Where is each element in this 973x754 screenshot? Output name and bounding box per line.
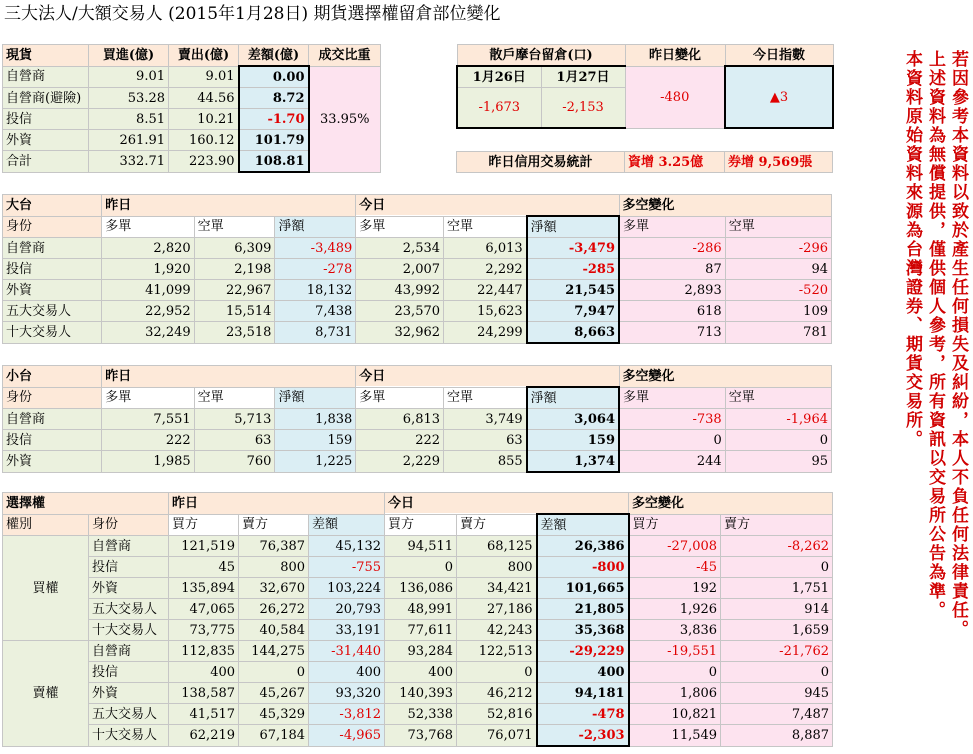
col-header: 多單 (619, 387, 725, 409)
mini-change: 多空變化 (619, 366, 831, 388)
retail-value-2: -2,153 (541, 88, 625, 129)
row-value: 121,519 (169, 536, 239, 557)
credit-short: 券增 9,569張 (725, 152, 833, 173)
row-identity: 十大交易人 (89, 620, 169, 641)
taifex-table (2, 194, 832, 344)
row-value: 7,551 (102, 409, 194, 430)
row-value: -478 (537, 704, 629, 725)
row-value: 6,309 (194, 238, 275, 259)
row-value: 0 (619, 430, 725, 451)
credit-table (456, 151, 833, 173)
options-name: 選擇權 (3, 493, 169, 515)
row-value: 800 (457, 557, 537, 578)
row-value: 32,670 (239, 578, 309, 599)
row-value: 914 (721, 599, 833, 620)
row-identity: 外資 (3, 451, 102, 473)
col-header: 空單 (444, 387, 527, 409)
row-value: 3,064 (527, 409, 619, 430)
row-value: 52,338 (385, 704, 457, 725)
row-value: 192 (629, 578, 721, 599)
row-value: 0 (385, 557, 457, 578)
col-header: 淨額 (275, 387, 356, 409)
row-value: 3,836 (629, 620, 721, 641)
col-header: 淨額 (527, 387, 619, 409)
spot-table (2, 44, 381, 173)
col-header: 空單 (725, 216, 831, 238)
row-value: -738 (619, 409, 725, 430)
col-header: 買方 (169, 514, 239, 536)
row-value: -19,551 (629, 641, 721, 662)
row-value: 0 (629, 662, 721, 683)
spot-row-diff: 0.00 (239, 66, 309, 88)
retail-index-header: 今日指數 (725, 45, 833, 67)
row-value: 45 (169, 557, 239, 578)
col-header: 多單 (356, 216, 444, 238)
row-identity: 自營商 (89, 641, 169, 662)
spot-row-sell: 10.21 (169, 109, 239, 130)
col-header: 多單 (356, 387, 444, 409)
row-value: -755 (309, 557, 385, 578)
table-row (3, 66, 381, 88)
row-value: 400 (385, 662, 457, 683)
col-header: 賣方 (239, 514, 309, 536)
taifex-yesterday: 昨日 (102, 195, 356, 217)
table-row (3, 725, 833, 747)
row-value: 2,229 (356, 451, 444, 473)
row-value: -296 (725, 238, 831, 259)
disclaimer-col-3: 本資料原始資料來源為台灣證券、期貨交易所。 (902, 50, 922, 449)
table-row (3, 662, 833, 683)
row-value: 6,013 (444, 238, 527, 259)
row-value: -2,303 (537, 725, 629, 747)
row-value: 101,665 (537, 578, 629, 599)
row-value: 135,894 (169, 578, 239, 599)
row-value: 22,952 (102, 301, 194, 322)
spot-ratio: 33.95% (309, 66, 381, 172)
row-value: 34,421 (457, 578, 537, 599)
row-value: 0 (457, 662, 537, 683)
row-value: 15,514 (194, 301, 275, 322)
row-value: 20,793 (309, 599, 385, 620)
row-value: 1,374 (527, 451, 619, 473)
table-row (3, 280, 832, 301)
col-header: 身份 (3, 387, 102, 409)
row-value: 93,320 (309, 683, 385, 704)
table-row (3, 259, 832, 280)
row-identity: 十大交易人 (3, 322, 102, 344)
row-value: 27,186 (457, 599, 537, 620)
row-value: 855 (444, 451, 527, 473)
row-value: -800 (537, 557, 629, 578)
spot-row-name: 外資 (3, 130, 89, 151)
table-row (3, 578, 833, 599)
row-value: 23,570 (356, 301, 444, 322)
spot-row-buy: 261.91 (89, 130, 169, 151)
row-value: 73,775 (169, 620, 239, 641)
row-value: 1,838 (275, 409, 356, 430)
col-header: 身份 (89, 514, 169, 536)
row-value: 140,393 (385, 683, 457, 704)
row-value: 400 (309, 662, 385, 683)
row-value: 7,487 (721, 704, 833, 725)
index-change: ▲3 (725, 66, 833, 128)
row-value: 10,821 (629, 704, 721, 725)
row-value: 6,813 (356, 409, 444, 430)
table-row (3, 322, 832, 344)
row-value: 68,125 (457, 536, 537, 557)
row-value: 138,587 (169, 683, 239, 704)
row-identity: 五大交易人 (89, 599, 169, 620)
row-value: -278 (275, 259, 356, 280)
col-header: 權別 (3, 514, 89, 536)
taifex-change: 多空變化 (619, 195, 831, 217)
row-value: 76,071 (457, 725, 537, 747)
spot-row-name: 自營商(避險) (3, 88, 89, 109)
disclaimer-col-1: 若因參考本資料以致於產生任何損失及糾紛，本人不負任何法律責任。 (948, 50, 968, 639)
row-identity: 投信 (89, 557, 169, 578)
options-change: 多空變化 (629, 493, 833, 515)
col-header: 身份 (3, 216, 102, 238)
col-header: 賣方 (457, 514, 537, 536)
spot-row-buy: 8.51 (89, 109, 169, 130)
spot-row-buy: 332.71 (89, 151, 169, 173)
retail-header: 散戶摩台留倉(口) (457, 45, 625, 67)
spot-row-diff: 101.79 (239, 130, 309, 151)
table-row (3, 536, 833, 557)
table-row (3, 620, 833, 641)
row-value: 0 (725, 430, 831, 451)
spot-row-sell: 9.01 (169, 66, 239, 88)
row-value: 32,962 (356, 322, 444, 344)
options-today: 今日 (385, 493, 629, 515)
row-value: 2,534 (356, 238, 444, 259)
row-value: 21,805 (537, 599, 629, 620)
spot-header-sell: 賣出(億) (169, 45, 239, 67)
spot-header-ratio: 成交比重 (309, 45, 381, 67)
put-label: 賣權 (3, 641, 89, 747)
row-value: 7,438 (275, 301, 356, 322)
row-value: 77,611 (385, 620, 457, 641)
spot-header-buy: 買進(億) (89, 45, 169, 67)
row-value: 122,513 (457, 641, 537, 662)
row-value: 0 (721, 662, 833, 683)
row-value: 40,584 (239, 620, 309, 641)
row-value: 23,518 (194, 322, 275, 344)
spot-row-sell: 44.56 (169, 88, 239, 109)
spot-row-sell: 223.90 (169, 151, 239, 173)
row-value: -27,008 (629, 536, 721, 557)
row-value: 159 (527, 430, 619, 451)
row-value: 11,549 (629, 725, 721, 747)
spot-row-buy: 9.01 (89, 66, 169, 88)
spot-row-name: 投信 (3, 109, 89, 130)
row-value: 46,212 (457, 683, 537, 704)
row-value: 22,967 (194, 280, 275, 301)
row-value: 1,985 (102, 451, 194, 473)
row-value: 76,387 (239, 536, 309, 557)
col-header: 買方 (385, 514, 457, 536)
table-row (3, 451, 832, 473)
row-identity: 自營商 (89, 536, 169, 557)
row-value: 45,132 (309, 536, 385, 557)
col-header: 多單 (102, 216, 194, 238)
mini-table (2, 365, 832, 473)
row-value: -4,965 (309, 725, 385, 747)
row-value: 2,292 (444, 259, 527, 280)
row-value: 1,926 (629, 599, 721, 620)
row-value: 35,368 (537, 620, 629, 641)
row-value: 48,991 (385, 599, 457, 620)
col-header: 淨額 (527, 216, 619, 238)
table-row (3, 704, 833, 725)
spot-row-diff: 108.81 (239, 151, 309, 173)
row-value: -286 (619, 238, 725, 259)
row-value: 1,920 (102, 259, 194, 280)
credit-label: 昨日信用交易統計 (457, 152, 625, 173)
row-value: 112,835 (169, 641, 239, 662)
options-yesterday: 昨日 (169, 493, 385, 515)
row-value: 222 (102, 430, 194, 451)
row-value: 21,545 (527, 280, 619, 301)
row-value: 618 (619, 301, 725, 322)
row-identity: 十大交易人 (89, 725, 169, 747)
retail-date-1: 1月26日 (457, 66, 541, 88)
spot-header-name: 現貨 (3, 45, 89, 67)
row-value: -3,489 (275, 238, 356, 259)
row-value: 33,191 (309, 620, 385, 641)
spot-row-name: 合計 (3, 151, 89, 173)
row-value: 94,181 (537, 683, 629, 704)
row-value: 47,065 (169, 599, 239, 620)
col-header: 賣方 (721, 514, 833, 536)
row-value: -8,262 (721, 536, 833, 557)
row-value: 2,820 (102, 238, 194, 259)
row-value: 93,284 (385, 641, 457, 662)
row-value: 400 (537, 662, 629, 683)
row-value: -1,964 (725, 409, 831, 430)
retail-change: -480 (625, 66, 725, 128)
taifex-name: 大台 (3, 195, 102, 217)
row-value: 87 (619, 259, 725, 280)
row-value: 42,243 (457, 620, 537, 641)
table-row (3, 430, 832, 451)
table-row (3, 238, 832, 259)
row-identity: 外資 (3, 280, 102, 301)
row-value: 63 (194, 430, 275, 451)
row-value: 400 (169, 662, 239, 683)
mini-today: 今日 (356, 366, 619, 388)
table-row (3, 599, 833, 620)
table-row (3, 557, 833, 578)
row-identity: 投信 (3, 259, 102, 280)
row-value: 0 (721, 557, 833, 578)
row-identity: 投信 (3, 430, 102, 451)
row-value: 8,663 (527, 322, 619, 344)
row-value: 2,893 (619, 280, 725, 301)
row-value: 41,099 (102, 280, 194, 301)
row-value: -45 (629, 557, 721, 578)
row-value: 1,225 (275, 451, 356, 473)
row-identity: 五大交易人 (3, 301, 102, 322)
col-header: 空單 (194, 216, 275, 238)
row-value: 945 (721, 683, 833, 704)
row-value: -21,762 (721, 641, 833, 662)
row-value: 62,219 (169, 725, 239, 747)
col-header: 買方 (629, 514, 721, 536)
row-value: 103,224 (309, 578, 385, 599)
retail-table (456, 44, 834, 129)
row-value: -3,479 (527, 238, 619, 259)
row-value: 222 (356, 430, 444, 451)
row-value: 244 (619, 451, 725, 473)
table-row (3, 641, 833, 662)
row-value: 8,887 (721, 725, 833, 747)
row-value: 15,623 (444, 301, 527, 322)
options-table (2, 492, 833, 747)
page-title: 三大法人/大額交易人 (2015年1月28日) 期貨選擇權留倉部位變化 (4, 4, 501, 24)
spot-row-name: 自營商 (3, 66, 89, 88)
row-value: 1,806 (629, 683, 721, 704)
row-value: -31,440 (309, 641, 385, 662)
table-row (3, 301, 832, 322)
row-identity: 自營商 (3, 238, 102, 259)
spot-row-diff: -1.70 (239, 109, 309, 130)
row-value: 2,198 (194, 259, 275, 280)
row-value: 713 (619, 322, 725, 344)
row-value: 73,768 (385, 725, 457, 747)
row-value: 32,249 (102, 322, 194, 344)
row-identity: 外資 (89, 683, 169, 704)
row-value: 1,659 (721, 620, 833, 641)
col-header: 多單 (102, 387, 194, 409)
row-value: 18,132 (275, 280, 356, 301)
mini-name: 小台 (3, 366, 102, 388)
row-value: 136,086 (385, 578, 457, 599)
col-header: 多單 (619, 216, 725, 238)
row-value: -3,812 (309, 704, 385, 725)
table-row (3, 409, 832, 430)
row-value: 24,299 (444, 322, 527, 344)
row-value: 1,751 (721, 578, 833, 599)
row-value: 26,272 (239, 599, 309, 620)
row-value: 781 (725, 322, 831, 344)
row-value: 45,329 (239, 704, 309, 725)
row-value: -520 (725, 280, 831, 301)
row-value: 109 (725, 301, 831, 322)
row-value: 94 (725, 259, 831, 280)
row-identity: 自營商 (3, 409, 102, 430)
row-value: 3,749 (444, 409, 527, 430)
spot-header-diff: 差額(億) (239, 45, 309, 67)
credit-margin: 資增 3.25億 (625, 152, 725, 173)
mini-yesterday: 昨日 (102, 366, 356, 388)
col-header: 空單 (194, 387, 275, 409)
row-value: 760 (194, 451, 275, 473)
row-value: 26,386 (537, 536, 629, 557)
col-header: 淨額 (275, 216, 356, 238)
row-value: 41,517 (169, 704, 239, 725)
row-value: 144,275 (239, 641, 309, 662)
row-value: 52,816 (457, 704, 537, 725)
col-header: 空單 (725, 387, 831, 409)
row-value: -29,229 (537, 641, 629, 662)
row-value: 7,947 (527, 301, 619, 322)
disclaimer-col-2: 上述資料為無償提供，僅供個人參考，所有資訊以交易所公告為準。 (925, 50, 945, 620)
spot-row-buy: 53.28 (89, 88, 169, 109)
row-value: 159 (275, 430, 356, 451)
retail-date-2: 1月27日 (541, 66, 625, 88)
row-value: 0 (239, 662, 309, 683)
row-value: 43,992 (356, 280, 444, 301)
retail-value-1: -1,673 (457, 88, 541, 129)
row-value: 45,267 (239, 683, 309, 704)
row-value: 94,511 (385, 536, 457, 557)
row-value: 5,713 (194, 409, 275, 430)
row-value: 63 (444, 430, 527, 451)
row-value: 8,731 (275, 322, 356, 344)
row-value: -285 (527, 259, 619, 280)
col-header: 空單 (444, 216, 527, 238)
retail-change-header: 昨日變化 (625, 45, 725, 67)
row-value: 67,184 (239, 725, 309, 747)
col-header: 差額 (537, 514, 629, 536)
row-identity: 投信 (89, 662, 169, 683)
table-row (3, 683, 833, 704)
row-value: 2,007 (356, 259, 444, 280)
spot-row-diff: 8.72 (239, 88, 309, 109)
taifex-today: 今日 (356, 195, 619, 217)
row-value: 95 (725, 451, 831, 473)
row-value: 22,447 (444, 280, 527, 301)
row-value: 800 (239, 557, 309, 578)
call-label: 買權 (3, 536, 89, 641)
row-identity: 外資 (89, 578, 169, 599)
spot-row-sell: 160.12 (169, 130, 239, 151)
col-header: 差額 (309, 514, 385, 536)
row-identity: 五大交易人 (89, 704, 169, 725)
